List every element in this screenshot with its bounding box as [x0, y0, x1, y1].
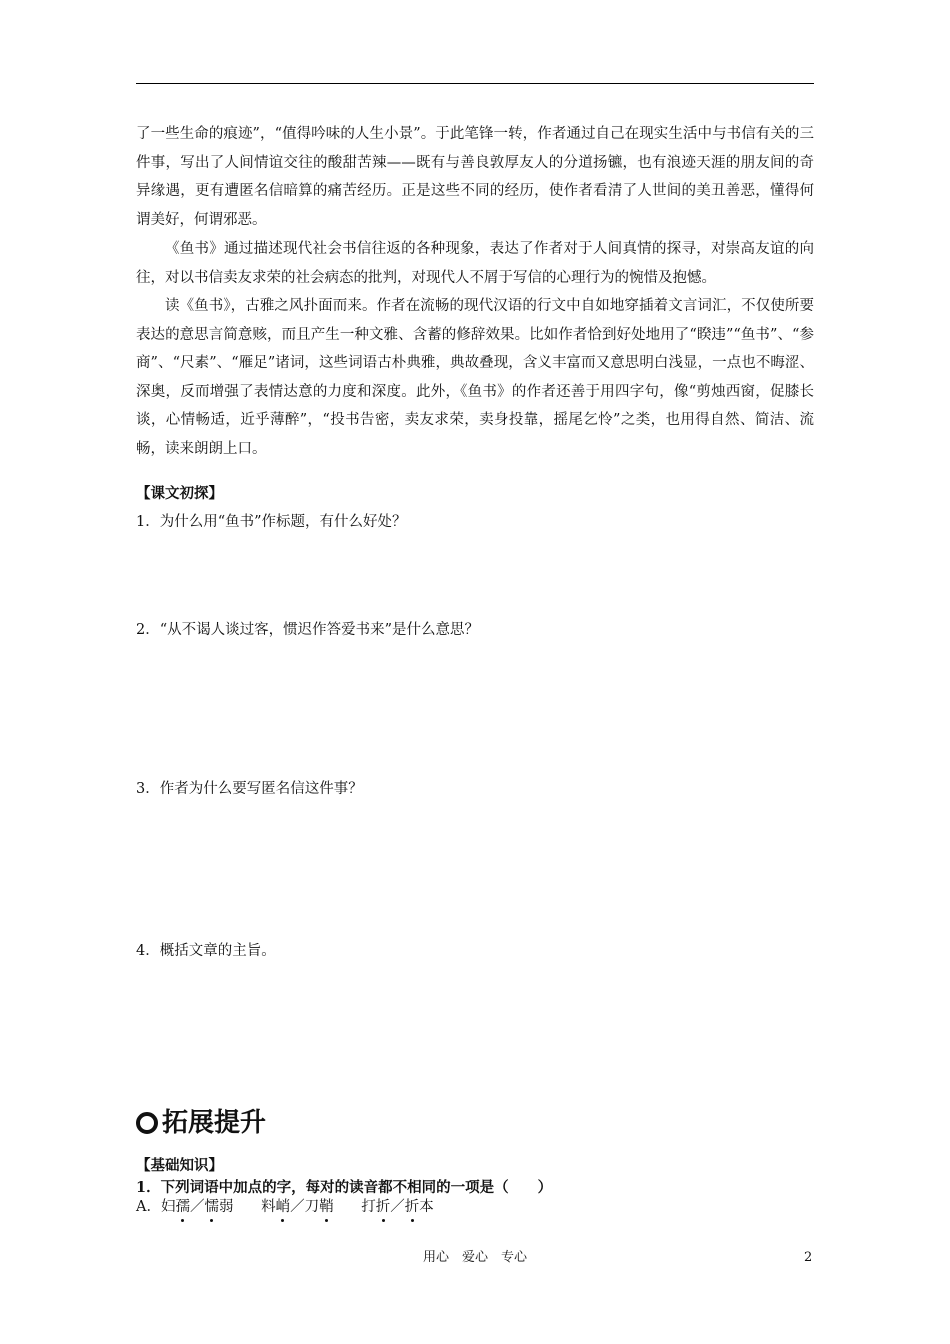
footer-motto: 用心 爱心 专心: [422, 1250, 527, 1265]
body-paragraph-2: 《鱼书》通过描述现代社会书信往返的各种现象，表达了作者对于人间真情的探寻，对崇高友谊的向往，对以书信卖友求荣的社会病态的批判，对现代人不屑于写信的心理行为的惋惜及抱憾。: [136, 241, 814, 286]
exercise-question-1: 1．下列词语中加点的字，每对的读音都不相同的一项是（ ）: [136, 1179, 553, 1196]
question-1: 1．为什么用“鱼书”作标题，有什么好处？: [136, 514, 407, 530]
section-title-basic-knowledge: 【基础知识】: [136, 1157, 223, 1174]
dotted-char: 折: [404, 1199, 420, 1215]
dotted-char: 折: [375, 1199, 391, 1215]
option-a: A．妇孺／懦弱 料峭／刀鞘 打折／折本: [136, 1199, 434, 1215]
extension-heading: [136, 1105, 266, 1141]
body-paragraph-1: 了一些生命的痕迹”，“值得吟味的人生小景”。于此笔锋一转，作者通过自己在现实生活中与书信有关的三件事，写出了人间情谊交往的酸甜苦辣——既有与善良敦厚友人的分道扬镳，也有浪迹天涯的朋友间的奇异缘遇，更有遭匿名信暗算的痛苦经历。正是这些不同的经历，使作者看清了人世间的美丑善恶，懂得何谓美好，何谓邪恶。: [136, 126, 814, 228]
question-4: 4．概括文章的主旨。: [136, 943, 276, 959]
extension-heading-text: 拓展提升: [162, 1108, 267, 1138]
body-paragraph-3: 读《鱼书》，古雅之风扑面而来。作者在流畅的现代汉语的行文中自如地穿插着文言词汇，不仅使所要表达的意思言简意赅，而且产生一种文雅、含蓄的修辞效果。比如作者恰到好处地用了“睽违”“鱼书”、“参商”、“尺素”、“雁足”诸词，这些词语古朴典雅，典故叠现，含义丰富而又意思明白浅显，一点也不晦涩、深奥，反而增强了表情达意的力度和深度。此外，《鱼书》的作者还善于用四字句，像“剪烛西窗，促膝长谈，心情畅适，近乎薄醉”，“投书告密，卖友求荣，卖身投靠，摇尾乞怜”之类，也用得自然、简洁、流畅，读来朗朗上口。: [136, 298, 814, 457]
section-title-text-exploration: 【课文初探】: [136, 485, 223, 502]
dotted-char: 孺: [175, 1199, 190, 1215]
question-3: 3．作者为什么要写匿名信这件事？: [136, 781, 363, 797]
question-2: 2．“从不谒人谈过客，惯迟作答爱书来”是什么意思？: [136, 622, 480, 638]
dotted-char: 懦: [204, 1199, 219, 1215]
header-rule: [136, 83, 814, 84]
dotted-char: 鞘: [319, 1199, 334, 1215]
page-number: 2: [804, 1250, 813, 1265]
option-a-label: A．: [136, 1199, 161, 1215]
circle-bullet-icon: [136, 1112, 158, 1134]
dotted-char: 峭: [275, 1199, 291, 1215]
